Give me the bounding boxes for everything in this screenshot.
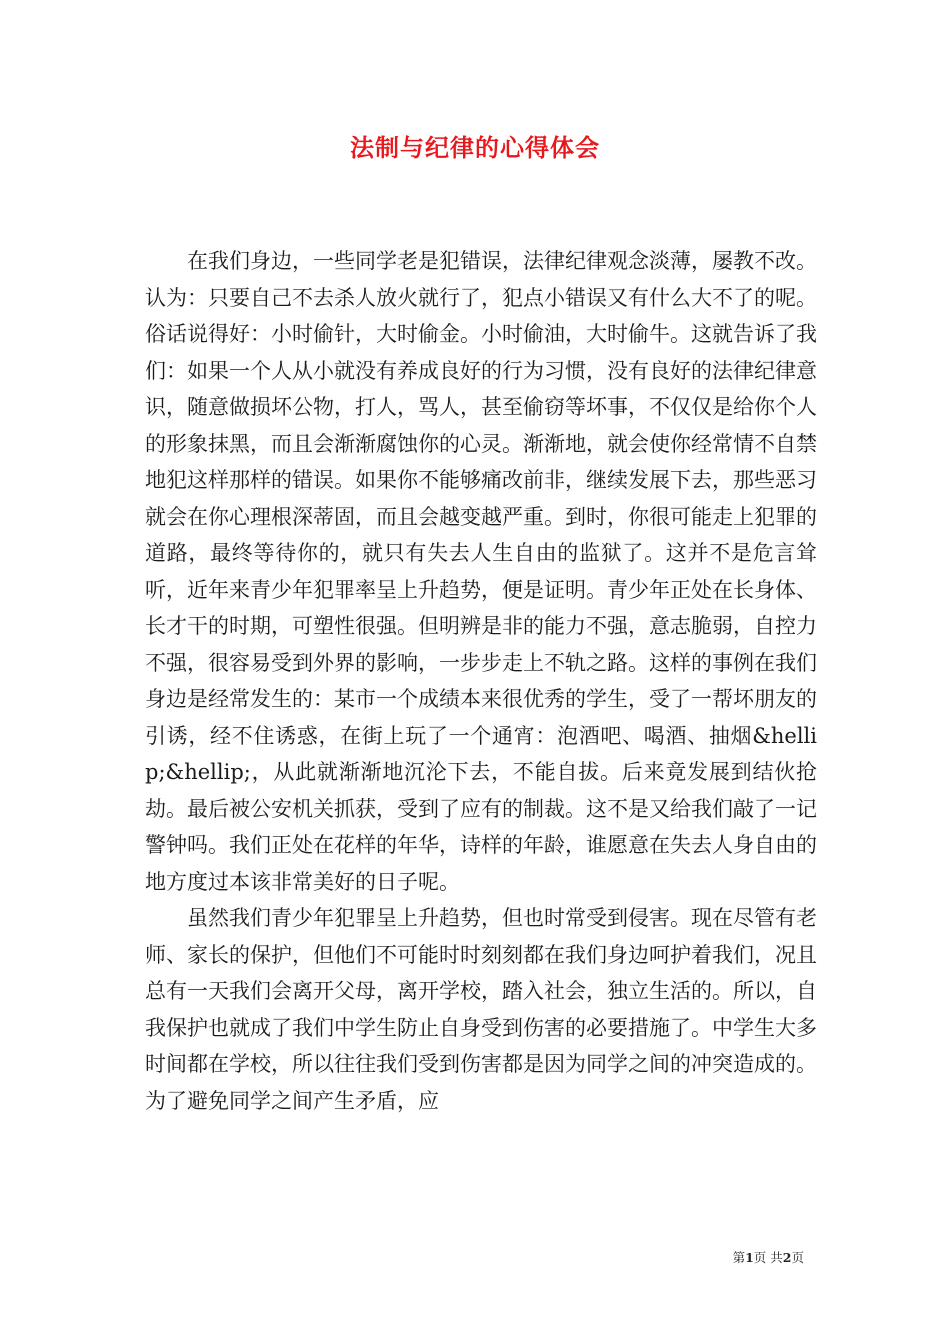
footer-total-pages: 2 — [782, 1250, 792, 1265]
footer-current-page: 1 — [745, 1250, 754, 1265]
footer-suffix: 页 — [791, 1250, 804, 1265]
page-number-footer — [733, 1248, 804, 1266]
paragraph-2: 虽然我们青少年犯罪呈上升趋势，但也时常受到侵害。现在尽管有老师、家长的保护，但他们不可能时时刻刻都在我们身边呵护着我们，况且总有一天我们会离开父母，离开学校，踏入社会，独立生活的。所以，自我保护也就成了我们中学生防止自身受到伤害的必要措施了。中学生大多时间都在学校，所以往往我们受到伤害都是因为同学之间的冲突造成的。为了避免同学之间产生矛盾，应 — [145, 906, 817, 1113]
paragraph-1: 在我们身边，一些同学老是犯错误，法律纪律观念淡薄，屡教不改。认为：只要自己不去杀人放火就行了，犯点小错误又有什么大不了的呢。俗话说得好：小时偷针，大时偷金。小时偷油，大时偷牛。这就告诉了我们：如果一个人从小就没有养成良好的行为习惯，没有良好的法律纪律意识，随意做损坏公物，打人，骂人，甚至偷窃等坏事，不仅仅是给你个人的形象抹黑，而且会渐渐腐蚀你的心灵。渐渐地，就会使你经常情不自禁地犯这样那样的错误。如果你不能够痛改前非，继续发展下去，那些恶习就会在你心理根深蒂固，而且会越变越严重。到时，你很可能走上犯罪的道路，最终等待你的，就只有失去人生自由的监狱了。这并不是危言耸听，近年来青少年犯罪率呈上升趋势，便是证明。青少年正处在长身体、长才干的时期，可塑性很强。但明辨是非的能力不强，意志脆弱，自控力不强，很容易受到外界的影响，一步步走上不轨之路。这样的事例在我们身边是经常发生的：某市一个成绩本来很优秀的学生，受了一帮坏朋友的引诱，经不住诱惑，在街上玩了一个通宵：泡酒吧、喝酒、抽烟&hellip;&hellip;，从此就渐渐地沉沦下去，不能自拔。后来竟发展到结伙抢劫。最后被公安机关抓获，受到了应有的制裁。这不是又给我们敲了一记警钟吗。我们正处在花样的年华，诗样的年龄，谁愿意在失去人身自由的地方度过本该非常美好的日子呢。 — [145, 249, 818, 894]
document-body — [145, 243, 817, 1119]
footer-prefix: 第 — [732, 1250, 746, 1265]
footer-middle: 页 共 — [753, 1250, 783, 1265]
document-title: 法制与纪律的心得体会 — [350, 133, 600, 162]
